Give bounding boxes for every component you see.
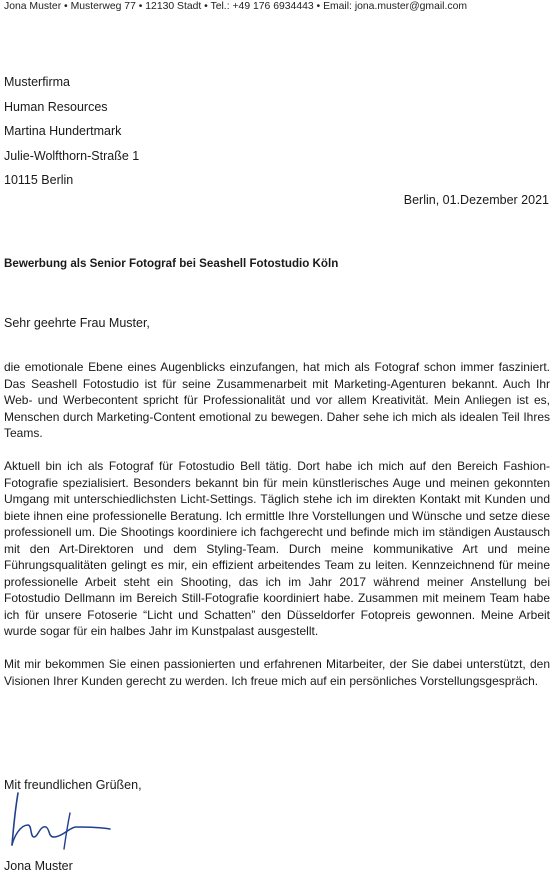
body-paragraph-1: die emotionale Ebene eines Augenblicks einzufangen, hat mich als Fotograf schon immer fasziniert. Das Seashell Fotostudio ist für seine Zusammenarbeit mit Marketing-Agenturen bekannt. Auch Ihr Web- und Werbecontent spricht für Professionalität und vor allem Kreativität. Mein Anliegen ist es, Menschen durch Marketing-Content emotional zu bewegen. Daher sehe ich mich als idealen Teil Ihres Teams. — [4, 360, 550, 440]
recipient-street: Julie-Wolfthorn-Straße 1 — [4, 148, 140, 163]
recipient-department: Human Resources — [4, 99, 108, 114]
letter-subject: Bewerbung als Senior Fotograf bei Seashell Fotostudio Köln — [4, 257, 339, 270]
sender-contact-line: Jona Muster • Musterweg 77 • 12130 Stadt • Tel.: +49 176 6934443 • Email: jona.muster@gmail.com — [4, 1, 468, 12]
letter-date: Berlin, 01.Dezember 2021 — [403, 193, 549, 207]
recipient-address — [4, 70, 139, 193]
handwritten-signature — [6, 791, 114, 857]
recipient-person: Martina Hundertmark — [4, 124, 122, 138]
recipient-city: 10115 Berlin — [4, 173, 74, 187]
salutation: Sehr geehrte Frau Muster, — [4, 316, 150, 330]
recipient-company: Musterfirma — [4, 75, 70, 89]
body-paragraph-2: Aktuell bin ich als Fotograf für Fotostudio Bell tätig. Dort habe ich mich auf den Bereich Fashion-Fotografie spezialisiert. Besonders bekannt bin für mein künstlerisches Auge und meinen gekonnten Umgang mit unterschiedlichsten Licht-Settings. Täglich stehe ich im direkten Kontakt mit Kunden und biete ihnen eine professionelle Beratung. Ich ermittle Ihre Vorstellungen und Wünsche und setze diese professionell um. Die Shootings koordiniere ich fachgerecht und befinde mich im ständigen Austausch mit den Art-Direktoren und dem Styling-Team. Durch meine kommunikative Art und meine Führungsqualitäten gelingt es mir, ein effizient arbeitendes Team zu leiten. Kennzeichnend für meine professionelle Arbeit steht ein Shooting, das ich im Jahr 2017 während meiner Anstellung bei Fotostudio Dellmann im Bereich Still-Fotografie koordiniert habe. Zusammen mit meinem Team habe ich für unsere Fotoserie “Licht und Schatten” den Düsseldorfer Fotopreis gewonnen. Meine Arbeit wurde sogar für ein halbes Jahr im Kunstpalast ausgestellt. — [4, 459, 550, 638]
closing-phrase: Mit freundlichen Grüßen, — [4, 778, 142, 792]
signer-name: Jona Muster — [4, 859, 73, 873]
letter-body — [4, 359, 550, 706]
body-paragraph-3: Mit mir bekommen Sie einen passionierten und erfahrenen Mitarbeiter, der Sie dabei unterstützt, den Visionen Ihrer Kunden gerecht zu werden. Ich freue mich auf ein persönliches Vorstellungsgespräch. — [4, 657, 550, 688]
